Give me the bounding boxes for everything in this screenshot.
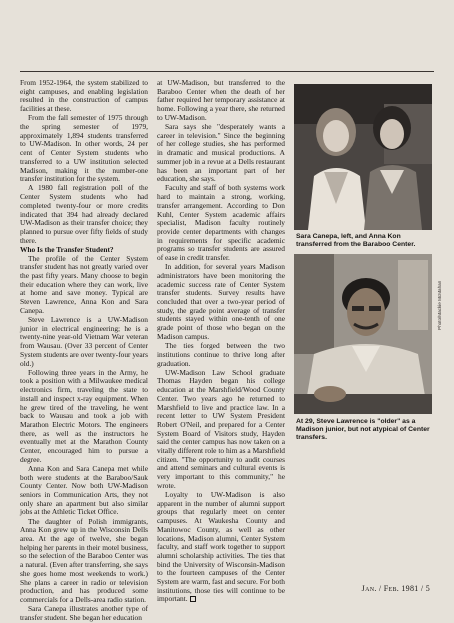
paragraph: From 1952-1964, the system stabilized to eight campuses, and enabling legislation resulted in the construction of campus facilities at these. (20, 78, 148, 114)
photo-caption: At 29, Steve Lawrence is "older" as a Madison junior, but not atypical of Center transfers. (296, 418, 430, 441)
end-mark-icon (190, 596, 196, 602)
paragraph: at UW-Madison, but transferred to the Baraboo Center when the death of her father required her temporary assistance at home. Following a year there, she returned to UW-Madison. (157, 78, 285, 122)
paragraph: Sara says she "desperately wants a career in television." Since the beginning of her college studies, she has performed in dramatic and musical productions. A summer job in a revue at a Dells restaurant has been an important part of her education, she says. (157, 122, 285, 184)
paragraph: Faculty and staff of both systems work hard to maintain a strong, working, transfer arrangement. According to Don Kuhl, Center System academic affairs specialist, Madison faculty routinely provide center departments with changes in requirements for specific academic programs so transfer students are assured of ease in credit transfer. (157, 183, 285, 263)
paragraph: UW-Madison Law School graduate Thomas Hayden began his college education at the Marshfield/Wood County Center. Two years ago he returned to Marshfield to live and practice law. In a recent letter to UW System President Robert O'Neil, and prepared for a Center System Board of Visitors study, Hayden said the center campus has now taken on a vitally different role to him as a Marshfield citizen. "The opportunity to audit courses and attend seminars and cultural events is very important to this community," he wrote. (157, 367, 285, 490)
paragraph: Anna Kon and Sara Canepa met while both were students at the Baraboo/Sauk County Center. Now both UW-Madison seniors in Communication Arts, they not only share an apartment but also similar jobs at the Athletic Ticket Office. (20, 463, 148, 517)
paragraph: From the fall semester of 1975 through the spring semester of 1979, approximately 1,894 students transferred to UW-Madison. In other words, 24 per cent of Center System students who transferred to a UW institution selected Madison, making it the number-one transfer institution for the system. (20, 113, 148, 184)
footer-text: Jan. / Feb. 1981 / 5 (361, 584, 430, 593)
photo-two-women (294, 84, 432, 230)
paragraph: The ties forged between the two institutions continue to thrive long after graduation. (157, 341, 285, 368)
photo-caption: Sara Canepa, left, and Anna Kon transferred from the Baraboo Center. (296, 233, 416, 248)
photo-two-women-image (294, 84, 432, 230)
paragraph: Following three years in the Army, he took a position with a Milwaukee medical electronics firm, traveling the state to install and inspect x-ray equipment. When he grew tired of the traveling, he went back to Wausau and took a job with Marathon Electric Motors. The engineers there, as well as the instructors he eventually met at the Marathon County Center, encouraged him to pursue a degree. (20, 367, 148, 464)
section-heading: Who Is the Transfer Student? (20, 244, 114, 254)
photo-credit: Photo/Mackie McMahan (437, 280, 442, 330)
paragraph: The profile of the Center System transfer student has not greatly varied over the past fifty years. Many choose to begin their education where they can work, live at home and save money. Typical are Steven Lawrence, Anna Kon and Sara Canepa. (20, 253, 148, 315)
paragraph-final (157, 491, 285, 604)
paragraph: Steve Lawrence is a UW-Madison junior in electrical engineering; he is a twenty-nine year-old Vietnam War veteran from Wausau. (Over 33 percent of Center System students are over twenty-four years old.) (20, 314, 148, 368)
top-rule (20, 71, 434, 72)
page-footer (362, 584, 430, 593)
text-column-middle (157, 79, 285, 605)
paragraph: Sara Canepa illustrates another type of transfer student. She began her education (20, 604, 148, 622)
photo-man-at-desk (294, 254, 432, 414)
photo-man-at-desk-image (294, 254, 432, 414)
paragraph: The daughter of Polish immigrants, Anna Kon grew up in the Wisconsin Dells area. At the age of twelve, she began helping her parents in their motel business, so the selection of the Baraboo Center was a natural. (Even after transferring, she says she goes home most weekends to work.) She plans a career in radio or television production, and has produced some commercials for a Dells-area radio station. (20, 516, 148, 604)
text-column-left (20, 79, 148, 623)
paragraph: A 1980 fall registration poll of the Center System students who had completed twenty-four or more credits indicated that 394 had already declared UW-Madison as their transfer choice; they planned to pursue over fifty fields of study there. (20, 183, 148, 245)
paragraph: In addition, for several years Madison administrators have been monitoring the academic success rate of Center System transfer students. Survey results have concluded that over a two-year period of study, the grade point average of transfer students stayed within one-tenth of one grade point of those who began on the Madison campus. (157, 262, 285, 341)
paragraph-text: Loyalty to UW-Madison is also apparent in the number of alumni support groups that regularly meet on center campuses. At Waukesha County and Manitowoc County, as well as other locations, Madison alumni, Center System faculty, and staff work together to support alumni scholarship activities. The ties that bind the University of Wisconsin-Madison to the fourteen campuses of the Center System are warm, fast and secure. For both institutions, those ties will continue to be important. (157, 490, 285, 604)
